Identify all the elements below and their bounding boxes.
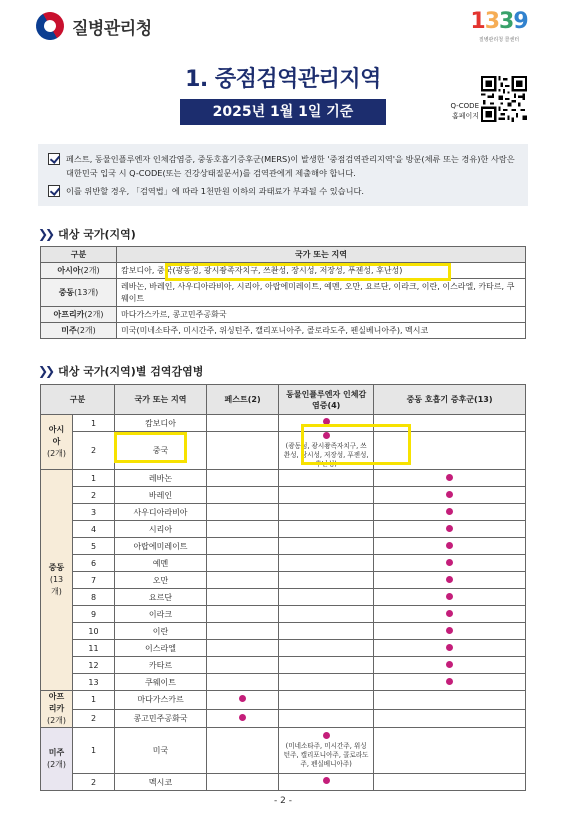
region-cell: 아시아(2개): [41, 263, 117, 279]
mers-cell: [374, 487, 526, 504]
row-number: 7: [73, 572, 115, 589]
country-cell: 이라크: [115, 606, 207, 623]
mers-cell: [374, 623, 526, 640]
plague-cell: [207, 709, 279, 728]
plague-cell: [207, 674, 279, 691]
table-row: [41, 657, 526, 674]
mers-cell: [374, 774, 526, 791]
avian-cell: [279, 640, 374, 657]
mers-cell: [374, 538, 526, 555]
qr-code-icon[interactable]: [481, 76, 527, 122]
dot-marker-icon: [446, 610, 453, 617]
table-row: [41, 538, 526, 555]
table-row: [41, 521, 526, 538]
section-title-text: 대상 국가(지역): [58, 228, 136, 241]
row-number: 2: [73, 774, 115, 791]
mers-cell: [374, 640, 526, 657]
table-header: 국가 또는 지역: [117, 247, 526, 263]
avian-cell: [279, 674, 374, 691]
country-cell: 콩고민주공화국: [115, 709, 207, 728]
table-header: 중동 호흡기 증후군(13): [374, 385, 526, 415]
double-chevron-icon: ❯❯: [38, 364, 53, 378]
plague-cell: [207, 572, 279, 589]
country-cell: 쿠웨이트: [115, 674, 207, 691]
table-row: [41, 572, 526, 589]
countries-cell: 미국(미네소타주, 미시간주, 위싱턴주, 캘리포니아주, 콜로라도주, 펜실베니아주), 멕시코: [117, 323, 526, 339]
region-note: (광동성, 광시좡족자치구, 쓰촨성, 장시성, 저장성, 푸젠성, 후난성): [283, 442, 369, 468]
section-title-diseases: [38, 363, 203, 379]
table-header: 페스트(2): [207, 385, 279, 415]
avian-cell: [279, 709, 374, 728]
country-cell: 마다가스카르: [115, 691, 207, 710]
hotline-number: 1339: [470, 9, 528, 34]
table-row: [41, 555, 526, 572]
row-number: 2: [73, 709, 115, 728]
dot-marker-icon: [446, 627, 453, 634]
row-number: 4: [73, 521, 115, 538]
plague-cell: [207, 555, 279, 572]
table-row: [41, 674, 526, 691]
table-row: [41, 470, 526, 487]
avian-cell: [279, 487, 374, 504]
country-cell: 예멘: [115, 555, 207, 572]
notice-box: [38, 144, 528, 206]
table-row: [41, 504, 526, 521]
country-cell: 캄보디아: [115, 415, 207, 432]
country-cell: 아랍에미레이트: [115, 538, 207, 555]
row-number: 1: [73, 415, 115, 432]
table-header: 국가 또는 지역: [115, 385, 207, 415]
row-number: 2: [73, 487, 115, 504]
country-cell: 미국: [115, 728, 207, 774]
country-cell: 멕시코: [115, 774, 207, 791]
dot-marker-icon: [446, 593, 453, 600]
table-row: [41, 487, 526, 504]
mers-cell: [374, 606, 526, 623]
avian-cell: [279, 774, 374, 791]
row-number: 1: [73, 691, 115, 710]
avian-cell: [279, 606, 374, 623]
row-number: 2: [73, 432, 115, 470]
disease-table: [40, 384, 526, 791]
dot-marker-icon: [446, 508, 453, 515]
avian-cell: [279, 555, 374, 572]
mers-cell: [374, 470, 526, 487]
row-number: 6: [73, 555, 115, 572]
countries-cell: 레바논, 바레인, 사우디아라비아, 시리아, 아랍에미레이트, 예멘, 오만, 요르단, 이라크, 이란, 이스라엘, 카타르, 쿠웨이트: [117, 279, 526, 307]
avian-cell: [279, 728, 374, 774]
region-cell: 미주(2개): [41, 323, 117, 339]
mers-cell: [374, 521, 526, 538]
page-number: - 2 -: [274, 796, 292, 806]
table-row: [41, 307, 526, 323]
plague-cell: [207, 774, 279, 791]
table-row: [41, 279, 526, 307]
dot-marker-icon: [239, 695, 246, 702]
row-number: 1: [73, 728, 115, 774]
plague-cell: [207, 691, 279, 710]
country-cell: 바레인: [115, 487, 207, 504]
avian-cell: [279, 470, 374, 487]
page-title: 1. 중점검역관리지역: [185, 67, 381, 92]
section-title-text: 대상 국가(지역)별 검역감염병: [58, 365, 204, 378]
mers-cell: [374, 572, 526, 589]
avian-cell: [279, 691, 374, 710]
table-row: [41, 589, 526, 606]
dot-marker-icon: [446, 678, 453, 685]
country-cell: 레바논: [115, 470, 207, 487]
mers-cell: [374, 504, 526, 521]
mers-cell: [374, 709, 526, 728]
kdca-emblem-icon: [31, 7, 69, 45]
date-banner: 2025년 1월 1일 기준: [180, 99, 386, 125]
region-cell: 중동 (13개): [41, 470, 73, 691]
country-cell: 오만: [115, 572, 207, 589]
dot-marker-icon: [446, 576, 453, 583]
countries-table: [40, 246, 526, 339]
row-number: 1: [73, 470, 115, 487]
plague-cell: [207, 470, 279, 487]
mers-cell: [374, 589, 526, 606]
dot-marker-icon: [446, 559, 453, 566]
org-name: 질병관리청: [72, 18, 152, 39]
hotline-logo: [464, 10, 534, 43]
country-cell: 이란: [115, 623, 207, 640]
highlight-box: [301, 424, 411, 465]
region-cell: 아시아 (2개): [41, 415, 73, 470]
row-number: 13: [73, 674, 115, 691]
mers-cell: [374, 674, 526, 691]
mers-cell: [374, 728, 526, 774]
dot-marker-icon: [446, 542, 453, 549]
table-row: [41, 415, 526, 432]
avian-cell: [279, 623, 374, 640]
dot-marker-icon: [446, 661, 453, 668]
highlight-box: [114, 432, 187, 463]
plague-cell: [207, 415, 279, 432]
mers-cell: [374, 691, 526, 710]
plague-cell: [207, 640, 279, 657]
dot-marker-icon: [323, 732, 330, 739]
mers-cell: [374, 657, 526, 674]
row-number: 11: [73, 640, 115, 657]
mers-cell: [374, 555, 526, 572]
avian-cell: [279, 657, 374, 674]
table-row: [41, 323, 526, 339]
dot-marker-icon: [446, 474, 453, 481]
dot-marker-icon: [446, 525, 453, 532]
table-header: 구분: [41, 385, 115, 415]
table-row: [41, 709, 526, 728]
country-cell: 카타르: [115, 657, 207, 674]
table-row: [41, 640, 526, 657]
plague-cell: [207, 504, 279, 521]
country-cell: 중국: [115, 432, 207, 470]
country-cell: 사우디아라비아: [115, 504, 207, 521]
dot-marker-icon: [323, 777, 330, 784]
qr-label: Q-CODE 홈페이지: [450, 102, 479, 120]
avian-cell: [279, 504, 374, 521]
country-cell: 이스라엘: [115, 640, 207, 657]
dot-marker-icon: [239, 714, 246, 721]
plague-cell: [207, 432, 279, 470]
region-cell: 아프리카(2개): [41, 307, 117, 323]
region-cell: 아프리카 (2개): [41, 691, 73, 728]
avian-cell: [279, 521, 374, 538]
plague-cell: [207, 589, 279, 606]
plague-cell: [207, 728, 279, 774]
countries-cell: 마다가스카르, 콩고민주공화국: [117, 307, 526, 323]
country-cell: 시리아: [115, 521, 207, 538]
country-cell: 요르단: [115, 589, 207, 606]
table-row: [41, 774, 526, 791]
highlight-box: [165, 263, 451, 281]
plague-cell: [207, 487, 279, 504]
page-header: [0, 0, 566, 60]
avian-cell: [279, 589, 374, 606]
region-cell: 중동(13개): [41, 279, 117, 307]
region-cell: 미주 (2개): [41, 728, 73, 791]
row-number: 5: [73, 538, 115, 555]
avian-cell: [279, 538, 374, 555]
plague-cell: [207, 538, 279, 555]
notice-item: [48, 184, 518, 198]
notice-text: 페스트, 동물인플루엔자 인체감염증, 중동호흡기증후군(MERS)이 발생한 '중점검역관리지역'을 방문(체류 또는 경유)한 사람은 대한민국 입국 시 Q-CODE(또는 건강상태질문서)를 검역관에게 제출해야 합니다.: [66, 154, 515, 178]
dot-marker-icon: [446, 644, 453, 651]
plague-cell: [207, 606, 279, 623]
table-row: [41, 606, 526, 623]
row-number: 8: [73, 589, 115, 606]
table-header: 동물인플루엔자 인체감염증(4): [279, 385, 374, 415]
table-row: [41, 691, 526, 710]
countries-cell: 캄보디아, 중국(광동성, 광시좡족자치구, 쓰촨성, 장시성, 저장성, 푸젠성, 후난성): [117, 263, 526, 279]
row-number: 9: [73, 606, 115, 623]
plague-cell: [207, 521, 279, 538]
plague-cell: [207, 657, 279, 674]
row-number: 10: [73, 623, 115, 640]
hotline-subtitle: 질병관리청 콜센터: [478, 37, 520, 43]
checkbox-icon: [48, 185, 60, 197]
dot-marker-icon: [446, 491, 453, 498]
notice-item: [48, 152, 518, 180]
checkbox-icon: [48, 153, 60, 165]
table-row: [41, 623, 526, 640]
double-chevron-icon: ❯❯: [38, 227, 53, 241]
section-title-countries: [38, 226, 136, 242]
plague-cell: [207, 623, 279, 640]
table-row: [41, 728, 526, 774]
table-header: 구분: [41, 247, 117, 263]
region-note: (미네소타주, 미시간주, 위싱턴주, 캘리포니아주, 콜로라도주, 펜실베니아주): [283, 742, 369, 768]
kdca-logo: [36, 12, 152, 40]
row-number: 12: [73, 657, 115, 674]
notice-text: 이를 위반할 경우, 「검역법」에 따라 1천만원 이하의 과태료가 부과될 수 있습니다.: [66, 186, 364, 196]
avian-cell: [279, 572, 374, 589]
row-number: 3: [73, 504, 115, 521]
